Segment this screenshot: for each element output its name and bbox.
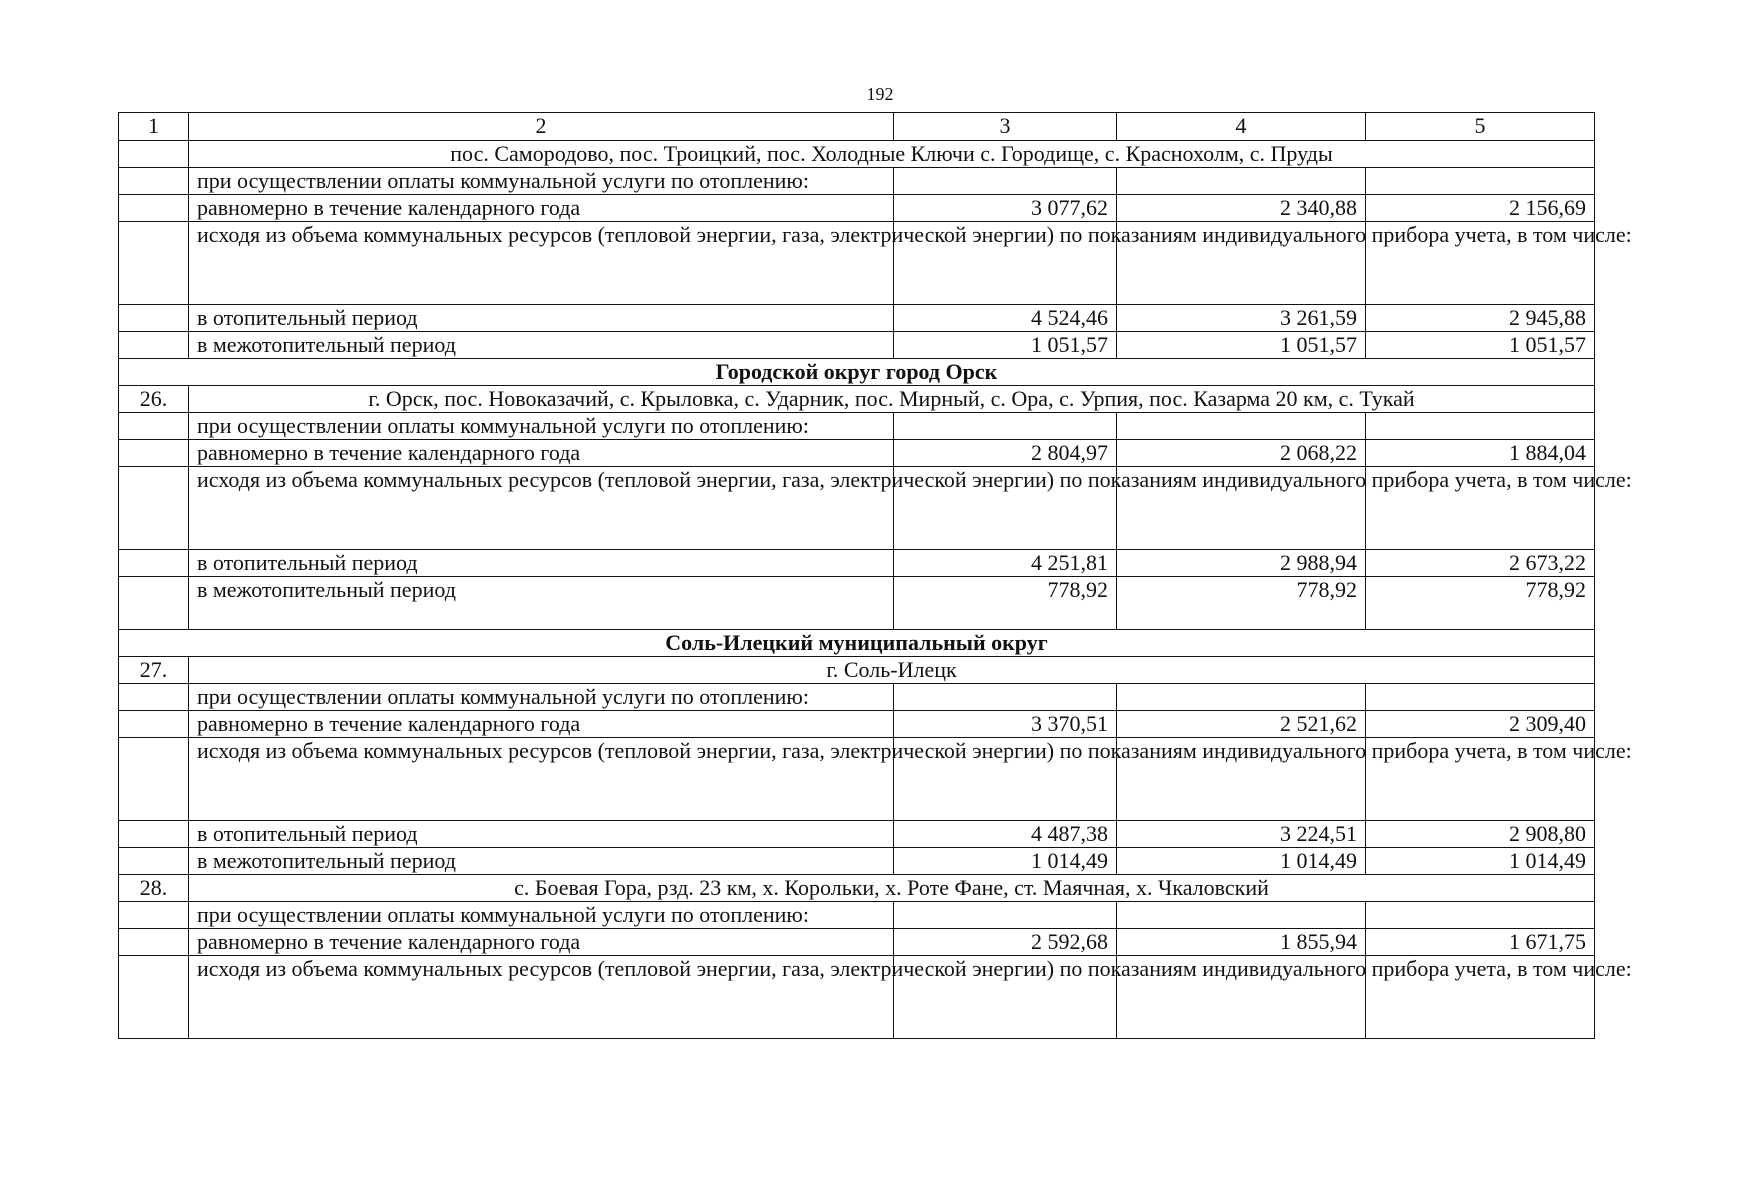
table-row bbox=[119, 738, 1595, 821]
by-meter-label: исходя из объема коммунальных ресурсов (тепловой энергии, газа, электрической энергии) по показаниям индивидуального прибора учета, в том числе: bbox=[189, 956, 894, 1039]
table-row bbox=[119, 168, 1595, 195]
value-cell: 1 014,49 bbox=[1366, 848, 1595, 875]
value-cell: 2 309,40 bbox=[1366, 711, 1595, 738]
payment-intro-label: при осуществлении оплаты коммунальной услуги по отоплению: bbox=[189, 413, 894, 440]
header-col-2: 2 bbox=[189, 113, 894, 141]
table-row bbox=[119, 956, 1595, 1039]
value-cell: 1 051,57 bbox=[894, 332, 1117, 359]
header-col-1: 1 bbox=[119, 113, 189, 141]
evenly-label: равномерно в течение календарного года bbox=[189, 440, 894, 467]
value-cell: 4 251,81 bbox=[894, 550, 1117, 577]
value-cell: 2 673,22 bbox=[1366, 550, 1595, 577]
row-number: 28. bbox=[119, 875, 189, 902]
row-number: 27. bbox=[119, 657, 189, 684]
value-cell: 2 908,80 bbox=[1366, 821, 1595, 848]
value-cell: 2 340,88 bbox=[1117, 195, 1366, 222]
table-row bbox=[119, 467, 1595, 550]
table-row bbox=[119, 684, 1595, 711]
value-cell: 2 592,68 bbox=[894, 929, 1117, 956]
evenly-label: равномерно в течение календарного года bbox=[189, 711, 894, 738]
payment-intro-label: при осуществлении оплаты коммунальной услуги по отоплению: bbox=[189, 168, 894, 195]
heating-label: в отопительный период bbox=[189, 821, 894, 848]
header-col-5: 5 bbox=[1366, 113, 1595, 141]
table-row bbox=[119, 332, 1595, 359]
settlement-list: пос. Самородово, пос. Троицкий, пос. Холодные Ключи с. Городище, с. Краснохолм, с. Пруды bbox=[189, 141, 1595, 168]
value-cell: 2 156,69 bbox=[1366, 195, 1595, 222]
settlement-list: г. Соль-Илецк bbox=[189, 657, 1595, 684]
value-cell: 1 014,49 bbox=[1117, 848, 1366, 875]
evenly-label: равномерно в течение календарного года bbox=[189, 929, 894, 956]
section-title: Соль-Илецкий муниципальный округ bbox=[119, 630, 1595, 657]
value-cell: 1 855,94 bbox=[1117, 929, 1366, 956]
value-cell: 1 051,57 bbox=[1117, 332, 1366, 359]
table-row bbox=[119, 848, 1595, 875]
header-col-4: 4 bbox=[1117, 113, 1366, 141]
table-row bbox=[119, 711, 1595, 738]
table-row bbox=[119, 413, 1595, 440]
value-cell: 1 014,49 bbox=[894, 848, 1117, 875]
heating-label: в отопительный период bbox=[189, 550, 894, 577]
table-row bbox=[119, 195, 1595, 222]
table-row bbox=[119, 821, 1595, 848]
by-meter-label: исходя из объема коммунальных ресурсов (тепловой энергии, газа, электрической энергии) по показаниям индивидуального прибора учета, в том числе: bbox=[189, 467, 894, 550]
value-cell: 778,92 bbox=[894, 577, 1117, 630]
section-row bbox=[119, 359, 1595, 386]
header-row bbox=[119, 113, 1595, 141]
value-cell: 4 524,46 bbox=[894, 305, 1117, 332]
page-number: 192 bbox=[866, 84, 894, 104]
table-row bbox=[119, 929, 1595, 956]
value-cell: 2 521,62 bbox=[1117, 711, 1366, 738]
value-cell: 3 224,51 bbox=[1117, 821, 1366, 848]
off-heating-label: в межотопительный период bbox=[189, 332, 894, 359]
heating-label: в отопительный период bbox=[189, 305, 894, 332]
tariff-table bbox=[118, 112, 1632, 1039]
section-row bbox=[119, 630, 1595, 657]
table-row bbox=[119, 222, 1595, 305]
header-col-3: 3 bbox=[894, 113, 1117, 141]
value-cell: 778,92 bbox=[1366, 577, 1595, 630]
table-row bbox=[119, 141, 1595, 168]
value-cell: 778,92 bbox=[1117, 577, 1366, 630]
row-number bbox=[119, 141, 189, 168]
off-heating-label: в межотопительный период bbox=[189, 577, 894, 630]
evenly-label: равномерно в течение календарного года bbox=[189, 195, 894, 222]
value-cell: 2 988,94 bbox=[1117, 550, 1366, 577]
payment-intro-label: при осуществлении оплаты коммунальной услуги по отоплению: bbox=[189, 684, 894, 711]
value-cell: 2 804,97 bbox=[894, 440, 1117, 467]
payment-intro-label: при осуществлении оплаты коммунальной услуги по отоплению: bbox=[189, 902, 894, 929]
off-heating-label: в межотопительный период bbox=[189, 848, 894, 875]
value-cell: 2 945,88 bbox=[1366, 305, 1595, 332]
value-cell: 1 671,75 bbox=[1366, 929, 1595, 956]
value-cell: 3 370,51 bbox=[894, 711, 1117, 738]
value-cell: 4 487,38 bbox=[894, 821, 1117, 848]
table-row bbox=[119, 657, 1595, 684]
row-number: 26. bbox=[119, 386, 189, 413]
table-row bbox=[119, 440, 1595, 467]
table-row bbox=[119, 577, 1595, 630]
value-cell: 1 051,57 bbox=[1366, 332, 1595, 359]
value-cell: 3 077,62 bbox=[894, 195, 1117, 222]
value-cell: 3 261,59 bbox=[1117, 305, 1366, 332]
by-meter-label: исходя из объема коммунальных ресурсов (тепловой энергии, газа, электрической энергии) по показаниям индивидуального прибора учета, в том числе: bbox=[189, 222, 894, 305]
value-cell: 1 884,04 bbox=[1366, 440, 1595, 467]
table-row bbox=[119, 875, 1595, 902]
settlement-list: с. Боевая Гора, рзд. 23 км, х. Корольки, х. Роте Фане, ст. Маячная, х. Чкаловский bbox=[189, 875, 1595, 902]
by-meter-label: исходя из объема коммунальных ресурсов (тепловой энергии, газа, электрической энергии) по показаниям индивидуального прибора учета, в том числе: bbox=[189, 738, 894, 821]
table-row bbox=[119, 902, 1595, 929]
settlement-list: г. Орск, пос. Новоказачий, с. Крыловка, с. Ударник, пос. Мирный, с. Ора, с. Урпия, пос. Казарма 20 км, с. Тукай bbox=[189, 386, 1595, 413]
table-row bbox=[119, 386, 1595, 413]
value-cell: 2 068,22 bbox=[1117, 440, 1366, 467]
section-title: Городской округ город Орск bbox=[119, 359, 1595, 386]
table-row bbox=[119, 550, 1595, 577]
table-row bbox=[119, 305, 1595, 332]
